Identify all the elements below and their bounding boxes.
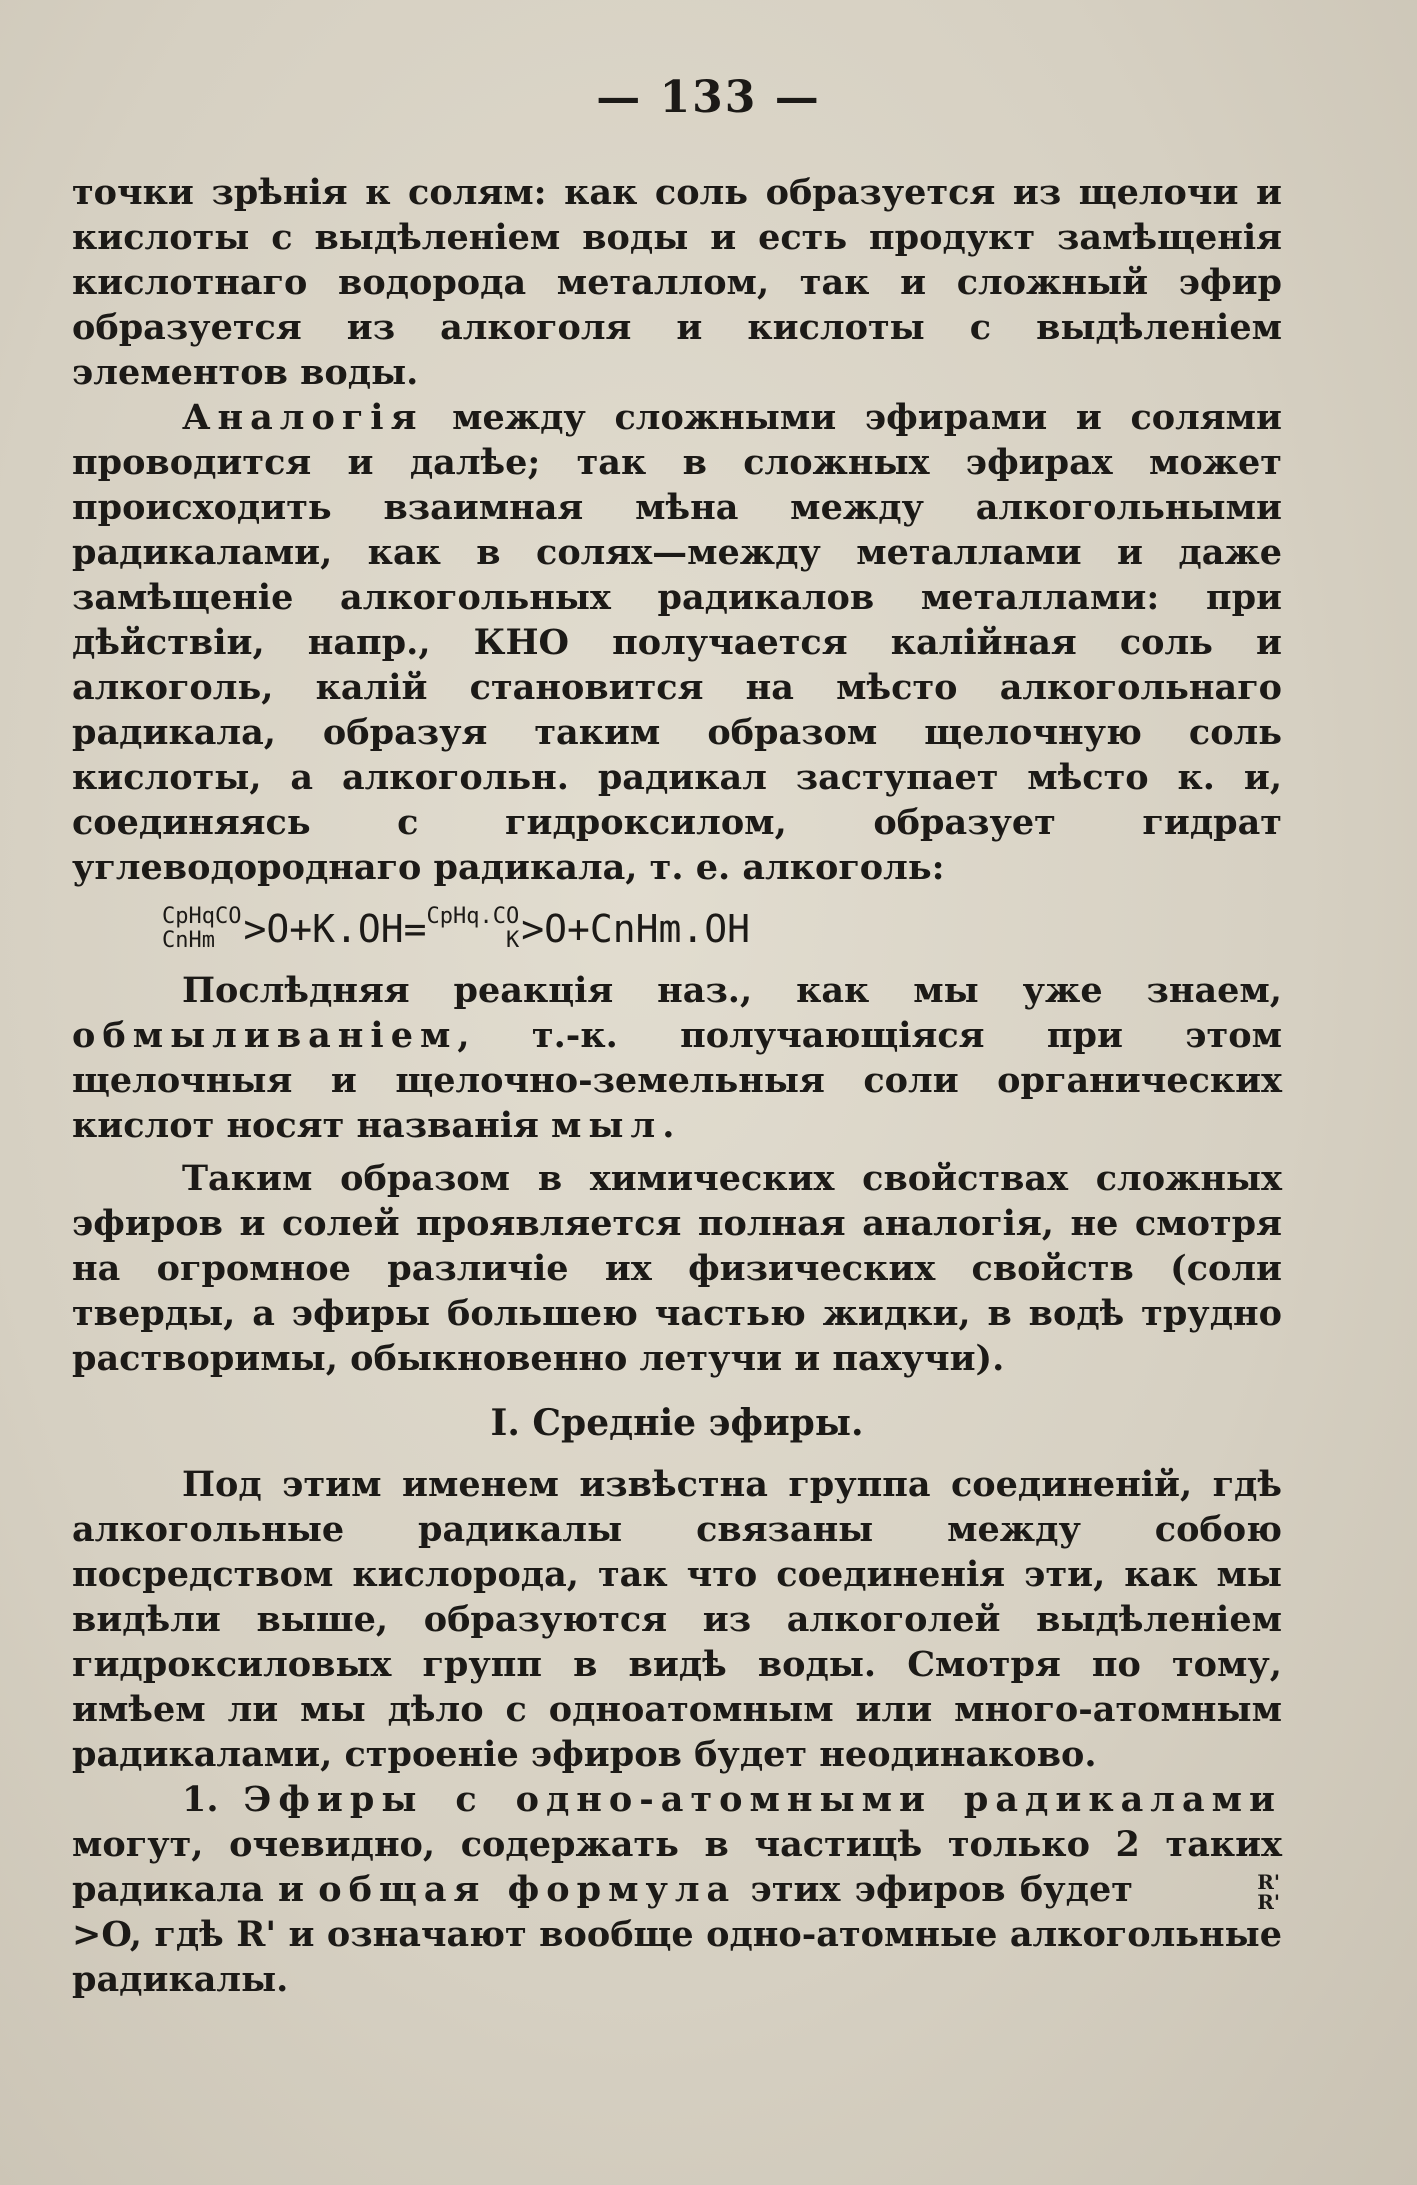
reaction-formula [72, 890, 1282, 968]
term-saponification: обмыливаніем [72, 1015, 458, 1056]
paragraph-6-mid: могут, очевидно, содержать в частицѣ только 2 таких радикала и [72, 1824, 1282, 1910]
r-top: R' [1257, 1869, 1280, 1894]
formula-middle: >O+K.OH= [243, 906, 427, 951]
formula-left-top: CpHqCO [162, 904, 242, 929]
formula-right-top: CpHq.CO [426, 904, 520, 929]
formula-left-fraction [162, 905, 241, 953]
paragraph-2-text: между сложными эфирами и солями проводится и далѣе; так в сложных эфирах может происходить взаимная мѣна между алкогольными радикалами, как в солях—между металлами и даже замѣщеніе алкогольных радикалов металлами: при дѣйствіи, напр., КНО получается калійная соль и алкоголь, калій становится на мѣсто алкогольнаго радикала, образуя таким образом щелочную соль кислоты, а алкогольн. радикал заступает мѣсто к. и, соединяясь с гидроксилом, образует гидрат углеводороднаго радикала, т. е. алкоголь: [72, 397, 1283, 888]
body-text [72, 170, 1282, 2002]
r-fraction [1147, 1869, 1280, 1914]
term-general-formula: общая формула [318, 1869, 737, 1910]
page-number: — 133 — [596, 72, 821, 123]
paragraph-2 [72, 395, 1282, 890]
term-monoatomic-ethers: Эфиры с одно-атомными радикалами [243, 1779, 1282, 1820]
paragraph-6-num: 1. [182, 1779, 219, 1820]
paragraph-5: Под этим именем извѣстна группа соединеній, гдѣ алкогольные радикалы связаны между собою посредством кислорода, так что соединенія эти, как мы видѣли выше, образуются из алкоголей выдѣленіем гидроксиловых групп в видѣ воды. Смотря по тому, имѣем ли мы дѣло с одноатомным или много-атомным радикалами, строеніе эфиров будет неодинаково. [72, 1464, 1282, 1775]
term-soaps: мыл [551, 1105, 663, 1146]
paragraph-1: точки зрѣнія к солям: как соль образуется из щелочи и кислоты с выдѣленіем воды и есть продукт замѣщенія кислотнаго водорода металлом, так и сложный эфир образуется из алкоголя и кислоты с выдѣленіем элементов воды. [72, 172, 1282, 393]
paragraph-6-end: >O, гдѣ R' и означают вообще одно-атомные алкогольные радикалы. [72, 1914, 1282, 2000]
term-analogy: Аналогія [182, 397, 424, 438]
paragraph-4: Таким образом в химических свойствах сложных эфиров и солей проявляется полная аналогія, не смотря на огромное различіе их физических свойств (соли тверды, а эфиры большею частью жидки, в водѣ трудно растворимы, обыкновенно летучи и пахучи). [72, 1158, 1282, 1379]
section-heading: I. Средніе эфиры. [490, 1402, 864, 1444]
paragraph-3-mid: , т.-к. получающіяся при этом щелочныя и щелочно-земельныя соли органических кислот носят названія [72, 1015, 1282, 1146]
r-bottom: R' [1257, 1889, 1280, 1914]
formula-right-fraction [427, 905, 520, 953]
paragraph-3-start: Послѣдняя реакція наз., как мы уже знаем, [182, 970, 1282, 1011]
formula-right-bottom: K [505, 928, 520, 953]
formula-end: >O+CnHm.OH [521, 906, 751, 951]
paragraph-3 [72, 968, 1282, 1148]
paragraph-6 [72, 1777, 1282, 2002]
formula-left-bottom: CnHm [162, 928, 215, 953]
paragraph-3-end: . [662, 1105, 675, 1146]
paragraph-6-mid2: этих эфиров будет [750, 1869, 1133, 1910]
